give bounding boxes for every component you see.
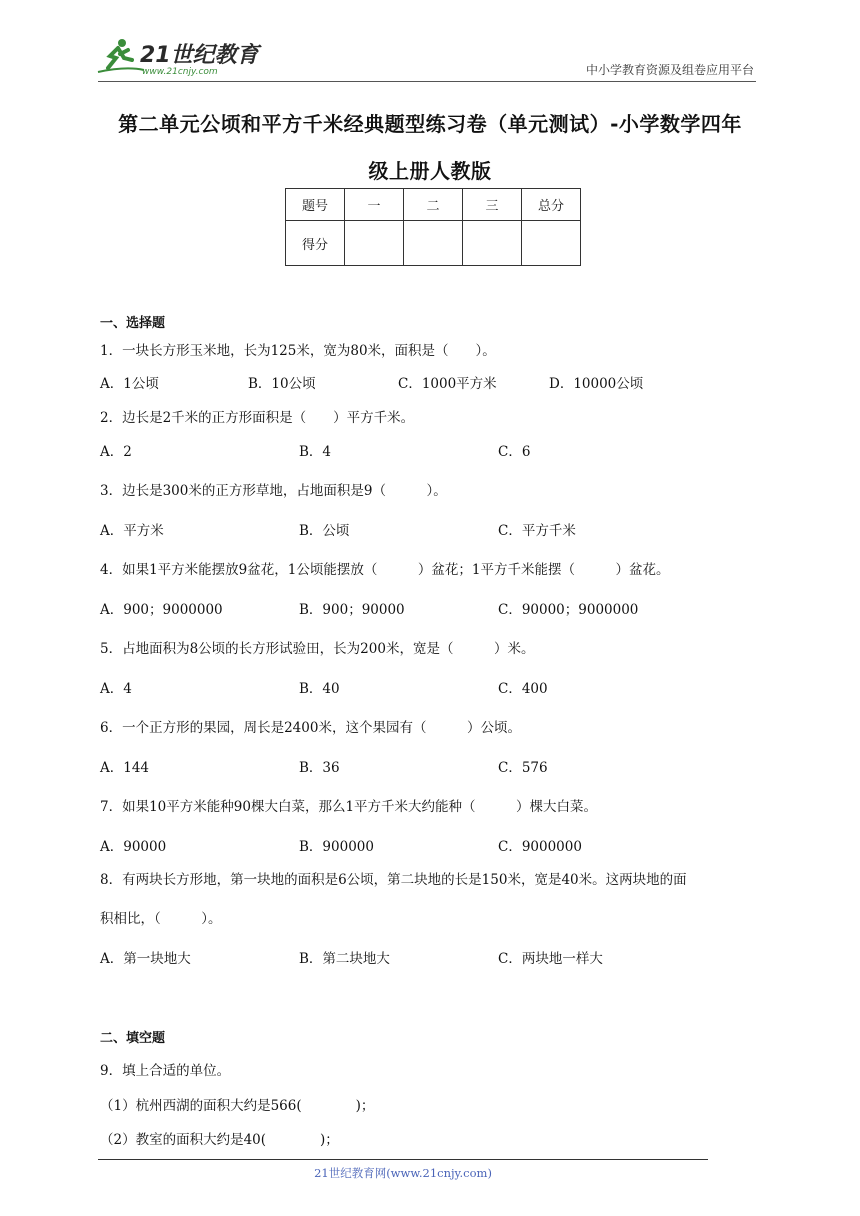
runner-icon: [98, 39, 144, 72]
question-8-line2: 积相比，（ ）。: [100, 911, 222, 927]
score-row-label: 得分: [286, 221, 345, 266]
section-heading-fill: 二、填空题: [100, 1031, 166, 1046]
option-5a[interactable]: A．4: [100, 681, 132, 697]
question-9-sub2: （2）教室的面积大约是40( )；: [100, 1132, 339, 1148]
score-cell[interactable]: [345, 221, 404, 266]
page-title-line1: 第二单元公顷和平方千米经典题型练习卷（单元测试）-小学数学四年: [118, 112, 742, 136]
option-7b[interactable]: B．900000: [299, 839, 374, 855]
option-4c[interactable]: C．90000；9000000: [498, 602, 639, 618]
question-8-line1: 8．有两块长方形地，第一块地的面积是6公顷，第二块地的长是150米，宽是40米。这两块地的面: [100, 872, 687, 888]
svg-text:www.21cnjy.com: www.21cnjy.com: [142, 67, 218, 77]
question-6: 6．一个正方形的果园，周长是2400米，这个果园有（ ）公顷。: [100, 720, 521, 736]
question-5: 5．占地面积为8公顷的长方形试验田，长为200米，宽是（ ）米。: [100, 641, 535, 657]
score-header-cell: 总分: [522, 189, 581, 221]
site-logo: [96, 36, 264, 78]
score-header-cell: 二: [404, 189, 463, 221]
option-2b[interactable]: B．4: [299, 444, 332, 460]
option-8b[interactable]: B．第二块地大: [299, 951, 390, 967]
question-9-sub1: （1）杭州西湖的面积大约是566( )；: [100, 1098, 375, 1114]
header-divider: [98, 81, 756, 82]
option-6c[interactable]: C．576: [498, 760, 548, 776]
score-cell[interactable]: [404, 221, 463, 266]
option-1c[interactable]: C．1000平方米: [398, 376, 497, 392]
header-tagline: 中小学教育资源及组卷应用平台: [585, 63, 754, 77]
question-7: 7．如果10平方米能种90棵大白菜，那么1平方千米大约能种（ ）棵大白菜。: [100, 799, 598, 815]
page-title-line2: 级上册人教版: [368, 159, 492, 183]
score-header-cell: 一: [345, 189, 404, 221]
score-table: [285, 188, 581, 266]
option-5b[interactable]: B．40: [299, 681, 340, 697]
score-header-cell: 题号: [286, 189, 345, 221]
option-5c[interactable]: C．400: [498, 681, 548, 697]
score-table-header-row: [286, 189, 581, 221]
option-4a[interactable]: A．900；9000000: [100, 602, 223, 618]
question-1: 1．一块长方形玉米地，长为125米，宽为80米，面积是（ ）。: [100, 343, 496, 359]
option-8c[interactable]: C．两块地一样大: [498, 951, 603, 967]
option-8a[interactable]: A．第一块地大: [100, 951, 191, 967]
svg-text:21世纪教育: 21世纪教育: [140, 43, 259, 68]
option-3b[interactable]: B．公顷: [299, 523, 350, 539]
score-header-cell: 三: [463, 189, 522, 221]
option-3c[interactable]: C．平方千米: [498, 523, 576, 539]
footer-divider: [98, 1159, 708, 1160]
question-2: 2．边长是2千米的正方形面积是（ ）平方千米。: [100, 410, 415, 426]
score-cell[interactable]: [463, 221, 522, 266]
option-1a[interactable]: A．1公顷: [100, 376, 159, 392]
option-4b[interactable]: B．900；90000: [299, 602, 405, 618]
option-7c[interactable]: C．9000000: [498, 839, 582, 855]
score-table-score-row: [286, 221, 581, 266]
option-1b[interactable]: B．10公顷: [248, 376, 316, 392]
option-2c[interactable]: C．6: [498, 444, 531, 460]
option-3a[interactable]: A．平方米: [100, 523, 164, 539]
score-cell[interactable]: [522, 221, 581, 266]
option-1d[interactable]: D．10000公顷: [549, 376, 644, 392]
question-9: 9．填上合适的单位。: [100, 1063, 231, 1079]
option-7a[interactable]: A．90000: [100, 839, 167, 855]
option-2a[interactable]: A．2: [100, 444, 132, 460]
question-4: 4．如果1平方米能摆放9盆花，1公顷能摆放（ ）盆花；1平方千米能摆（ ）盆花。: [100, 562, 670, 578]
option-6b[interactable]: B．36: [299, 760, 340, 776]
option-6a[interactable]: A．144: [100, 760, 150, 776]
section-heading-choice: 一、选择题: [100, 316, 166, 331]
footer-link[interactable]: 21世纪教育网(www.21cnjy.com): [314, 1166, 492, 1180]
question-3: 3．边长是300米的正方形草地，占地面积是9（ ）。: [100, 483, 447, 499]
